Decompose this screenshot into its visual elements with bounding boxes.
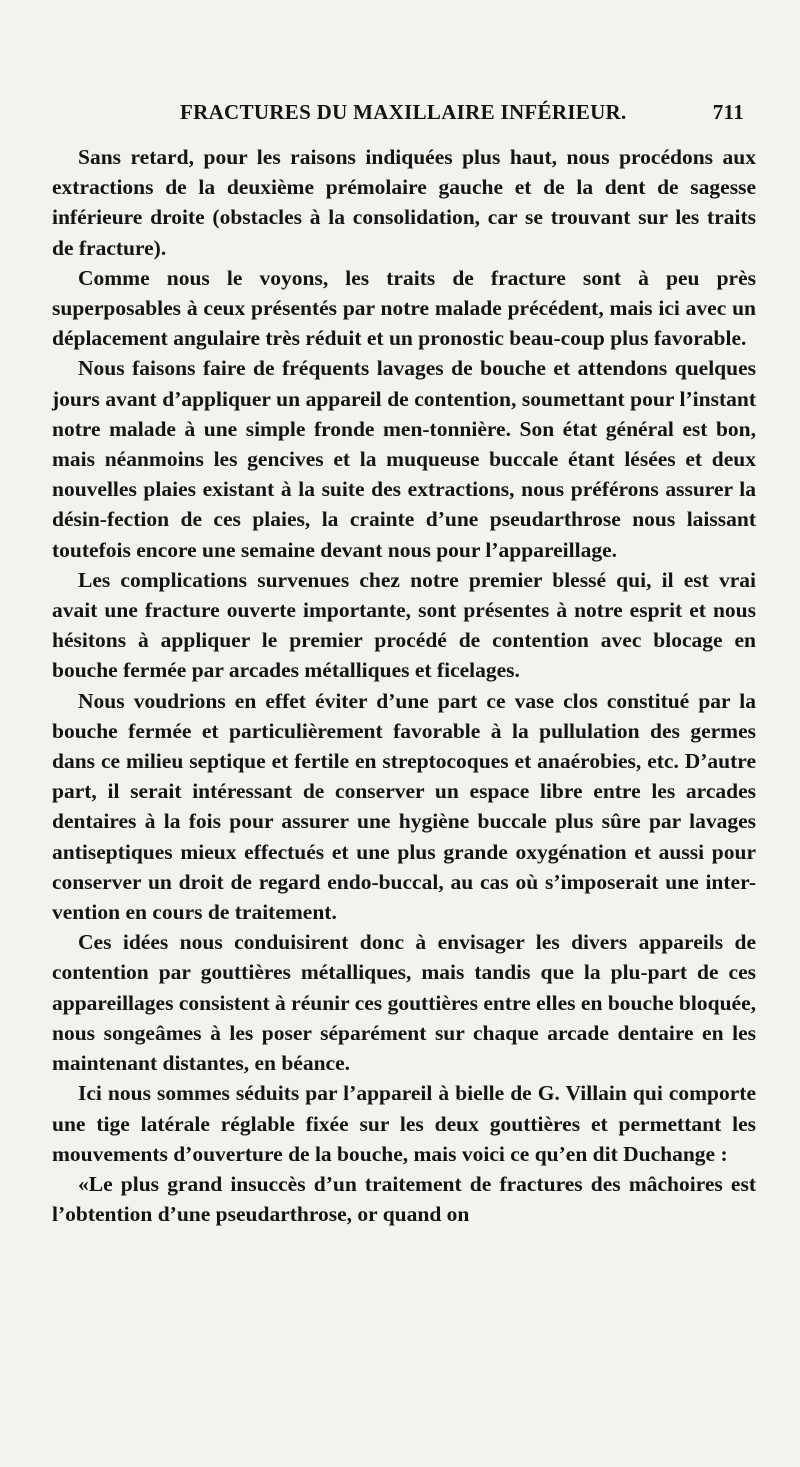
body-text — [52, 142, 756, 1229]
paragraph: Nous faisons faire de fréquents lavages de bouche et attendons quelques jours avant d’appliquer un appareil de contention, soumettant pour l’instant notre malade à une simple fronde men-tonnière. Son état général est bon, mais néanmoins les gencives et la muqueuse buccale étant lésées et deux nouvelles plaies existant à la suite des extractions, nous préférons assurer la désin-fection de ces plaies, la crainte d’une pseudarthrose nous laissant toutefois encore une semaine devant nous pour l’appareillage. — [52, 356, 756, 562]
running-head — [52, 92, 756, 132]
paragraph: Sans retard, pour les raisons indiquées plus haut, nous procédons aux extractions de la deuxième prémolaire gauche et de la dent de sagesse inférieure droite (obstacles à la consolidation, car se trouvant sur les traits de fracture). — [52, 145, 756, 260]
paragraph: Ici nous sommes séduits par l’appareil à bielle de G. Villain qui comporte une tige latérale réglable fixée sur les deux gouttières et permettant les mouvements d’ouverture de la bouche, mais voici ce qu’en dit Duchange : — [52, 1081, 756, 1166]
page-number: 711 — [712, 100, 744, 124]
paragraph: Comme nous le voyons, les traits de fracture sont à peu près superposables à ceux présentés par notre malade précédent, mais ici avec un déplacement angulaire très réduit et un pronostic beau-coup plus favorable. — [52, 265, 756, 351]
paragraph: «Le plus grand insuccès d’un traitement de fractures des mâchoires est l’obtention d’une pseudarthrose, or quand on — [52, 1171, 756, 1227]
paragraph: Les complications survenues chez notre premier blessé qui, il est vrai avait une fracture ouverte importante, sont présentes à notre esprit et nous hésitons à appliquer le premier procédé de contention avec blocage en bouche fermée par arcades métalliques et ficelages. — [52, 567, 756, 683]
running-title: FRACTURES DU MAXILLAIRE INFÉRIEUR. — [180, 100, 627, 124]
paragraph: Ces idées nous conduisirent donc à envisager les divers appareils de contention par gouttières métalliques, mais tandis que la plu-part de ces appareillages consistent à réunir ces gouttières entre elles en bouche bloquée, nous songeâmes à les poser séparément sur chaque arcade dentaire en les maintenant distantes, en béance. — [52, 930, 756, 1076]
paragraph: Nous voudrions en effet éviter d’une part ce vase clos constitué par la bouche fermée et particulièrement favorable à la pullulation des germes dans ce milieu septique et fertile en streptocoques et anaérobies, etc. D’autre part, il serait intéressant de conserver un espace libre entre les arcades dentaires à la fois pour assurer une hygiène buccale plus sûre par lavages antiseptiques mieux effectués et une plus grande oxygénation et aussi pour conserver un droit de regard endo-buccal, au cas où s’imposerait une inter-vention en cours de traitement. — [52, 688, 756, 925]
